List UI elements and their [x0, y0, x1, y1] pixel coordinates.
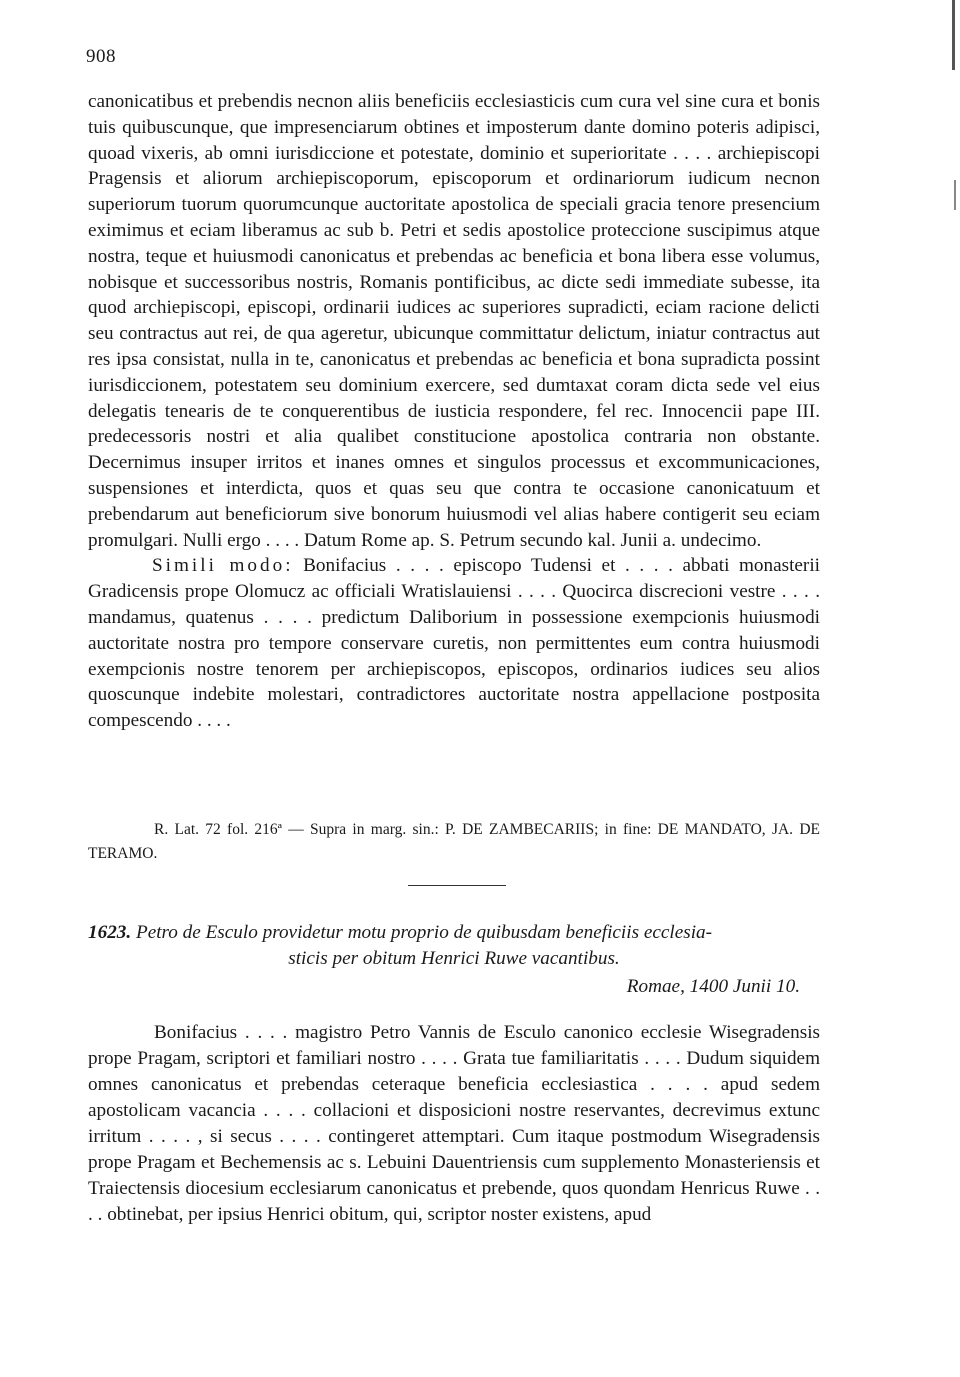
source-note	[88, 818, 820, 866]
page-number: 908	[86, 46, 116, 67]
paragraph-simili	[88, 553, 820, 734]
main-text	[88, 89, 820, 734]
entry-date: Romae, 1400 Junii 10.	[626, 976, 800, 997]
entry-paragraph: Bonifacius . . . . magistro Petro Vannis de Esculo canonico ecclesie Wisegradensis prope Pragam, scriptori et familiari nostro . . . . Grata tue familiaritatis . . . . Dudum siquidem omnes canonicatus et prebendas ceteraque beneficia ecclesiastica . . . . apud sedem apostolicam vacancia . . . . collacioni et disposicioni nostre reservantes, decrevimus extunc irritum . . . . , si secus . . . . contingeret attemptari. Cum itaque postmodum Wisegradensis prope Pragam et Bechemensis ac s. Lebuini Dauentriensis cum supplemento Monasteriensis et Traiectensis diocesium ecclesiarum canonicatus et prebende, quos quondam Henricus Ruwe . . . . obtinebat, per ipsius Henrici obitum, qui, scriptor noster existens, apud	[88, 1022, 820, 1225]
source-note-text: R. Lat. 72 fol. 216ª — Supra in marg. sin.: P. DE ZAMBECARIIS; in fine: DE MANDATO, JA. DE TERAMO.	[88, 821, 820, 862]
simili-lead: Simili modo:	[152, 555, 294, 577]
simili-text: Bonifacius . . . . episcopo Tudensi et . . . . abbati monasterii Gradicensis prope Olomucz ac officiali Wratislauiensi . . . . Quocirca discrecioni vestre . . . . mandamus, quatenus . . . . predictum Daliborium in possessione exempcionis huiusmodi auctoritate nostra pro tempore conservare curetis, non permittentes eum contra huiusmodi exempcionis nostre tenorem per archiepiscopos, episcopos, ordinarios iudices seu alios quoscunque indebite molestari, contradictores auctoritate nostra appellacione postposita compescendo . . . .	[88, 555, 820, 732]
entry-text	[88, 1020, 820, 1228]
entry-number: 1623.	[88, 922, 132, 943]
section-divider	[408, 885, 506, 886]
page-edge-mark	[954, 180, 956, 210]
page-edge-mark	[952, 0, 955, 70]
entry-heading-line1: Petro de Esculo providetur motu proprio de quibusdam beneficiis ecclesia-	[135, 922, 713, 943]
entry-heading-line2: sticis per obitum Henrici Ruwe vacantibus.	[288, 948, 620, 969]
entry-heading	[88, 920, 820, 972]
paragraph: canonicatibus et prebendis necnon aliis beneficiis ecclesiasticis cum cura vel sine cura et bonis tuis quibuscunque, que impresenciarum obtines et imposterum dante domino poteris adipisci, quoad vixeris, ab omni iurisdiccione et potestate, dominio et superioritate . . . . archiepiscopi Pragensis et aliorum archiepiscoporum, episcoporum et ordinariorum iudicum necnon superiorum tuorum quorumcunque auctoritate apostolica de speciali gracia tenore presencium eximimus et eciam liberamus ac sub b. Petri et sedis apostolice proteccione suscipimus atque nostra, teque et huiusmodi canonicatus et prebendas ac beneficia et bona libera esse volumus, nobisque et successoribus nostris, Romanis pontificibus, ac dicte sedi immediate subesse, ita quod archiepiscopi, episcopi, ordinarii iudices ac superiores supradicti, eciam racione delicti seu contractus aut rei, de qua ageretur, ubicunque committatur delictum, iniatur contractus aut res ipsa consistat, nulla in te, canonicatus et prebendas ac beneficia et bona supradicta possint iurisdiccionem, potestatem seu dominium exercere, sed dumtaxat coram dicta sede vel eius delegatis tenearis de te conquerentibus de iusticia respondere, fel rec. Innocencii pape III. predecessoris nostri et alia qualibet constitucione apostolica contraria non obstante. Decernimus insuper irritos et inanes omnes et singulos processus et excommunicaciones, suspensiones et interdicta, quos et quas seu que contra te occasione canonicatuum et prebendarum aut beneficiorum sive bonorum huiusmodi vel alias habere contigerit seu eciam promulgari. Nulli ergo . . . . Datum Rome ap. S. Petrum secundo kal. Junii a. undecimo.	[88, 91, 820, 551]
